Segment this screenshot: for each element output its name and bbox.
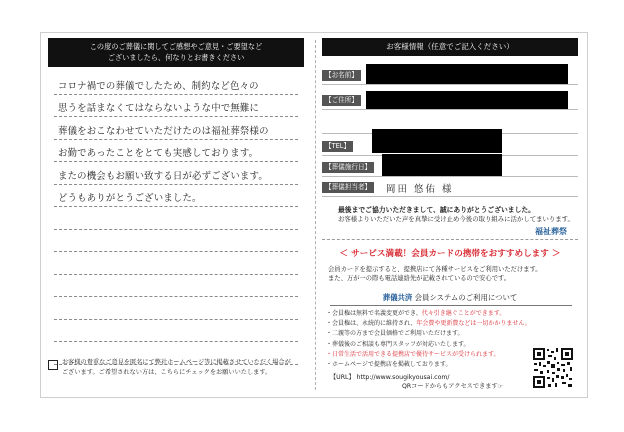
- benefit-text: ・葬儀後のご相談も専門スタッフが対応いたします。: [326, 340, 470, 348]
- benefit-item: [326, 340, 526, 350]
- redaction-bar: [382, 154, 502, 176]
- handwritten-text: 葬儀をおこなわせていただけたのは福祉葬祭様の: [58, 125, 269, 137]
- qr-code-icon[interactable]: [532, 347, 574, 389]
- benefit-text: ・会員権は無料で名義変更ができ、: [326, 310, 422, 317]
- staff-field[interactable]: [322, 180, 578, 197]
- handwritten-text: どうもありがとうございました。: [58, 193, 202, 204]
- comment-lines[interactable]: [54, 72, 298, 365]
- comment-line[interactable]: [54, 117, 298, 140]
- comment-line[interactable]: [54, 185, 298, 208]
- consent-text: [62, 358, 308, 378]
- customer-info-panel: [322, 38, 578, 195]
- comment-line[interactable]: [54, 95, 298, 118]
- system-title: [322, 292, 578, 303]
- thanks-message: [338, 206, 578, 224]
- comment-line[interactable]: [54, 207, 298, 230]
- system-brand: 葬儀共済: [382, 293, 413, 302]
- benefit-text: ・ホームページで提携店を掲載しております。: [326, 361, 452, 369]
- comment-line[interactable]: [54, 252, 298, 275]
- benefit-item: [326, 360, 526, 370]
- handwritten-text: 思うを話まなくてはならないような中で無難に: [58, 103, 260, 114]
- benefit-item: [326, 350, 526, 360]
- benefit-item: [326, 309, 526, 319]
- benefit-highlight: ・日常生活で活用できる提携店で優待サービスが受けられます。: [326, 350, 500, 358]
- benefits-list: [326, 309, 531, 370]
- qr-caption: QRコードからもアクセスできます☞: [402, 383, 504, 390]
- benefit-highlight: 代々引き継ぐことができます。: [421, 310, 506, 317]
- section-divider: [322, 239, 578, 240]
- comments-panel: [48, 38, 304, 390]
- comment-line[interactable]: [54, 275, 298, 298]
- promo-line: また、万が一の際も電話連絡先が記載されているので安心です。: [328, 275, 511, 283]
- customer-info-header: お客様情報（任意でご記入ください）: [322, 38, 578, 56]
- staff-label: 【葬儀担当者】: [322, 182, 374, 193]
- name-field[interactable]: [322, 68, 578, 85]
- comment-line[interactable]: [54, 230, 298, 253]
- comments-header-line: この度のご葬儀に関してご感想やご意見・ご要望など: [89, 42, 263, 51]
- funeral-date-label: 【葬儀施行日】: [322, 162, 374, 173]
- comment-line[interactable]: [54, 162, 298, 185]
- address-field[interactable]: [322, 93, 578, 110]
- comment-line[interactable]: [54, 72, 298, 95]
- handwritten-text: お勤であったことをとても実感しております。: [58, 148, 259, 159]
- company-logo: 福祉葬祭: [535, 226, 567, 236]
- comments-header: [48, 38, 304, 67]
- handwritten-text: コロナ禍での葬儀でしたため、制約など色々の: [58, 80, 259, 92]
- consent-line: ございます。ご希望されない方は、こちらにチェックをお願いいたします。: [62, 369, 272, 376]
- thanks-line: お客様よりいただいた声を真摯に受け止め今後の取り組みに活かしてまいります。: [338, 215, 574, 223]
- comment-line[interactable]: [54, 320, 298, 343]
- consent-line: お客様の貴重なご意見を匿名にて弊社ホームページ等に掲載させていただく場合が: [62, 359, 291, 366]
- tel-label: 【TEL】: [322, 141, 353, 152]
- fold-divider: [315, 40, 317, 390]
- redaction-bar: [366, 91, 568, 109]
- comment-line[interactable]: [54, 140, 298, 163]
- benefit-item: [326, 329, 526, 339]
- benefit-text: ・会員権は、永続的に維持され、: [326, 320, 417, 328]
- comment-line[interactable]: [54, 297, 298, 320]
- system-title-text: 会員システムのご利用について: [412, 293, 518, 302]
- system-rule: [330, 305, 572, 306]
- promo-line: 会員カードを提示すると、提携店にて各種サービスをご利用いただけます。: [328, 266, 542, 273]
- comments-header-line: ございましたら、何なりとお書きください: [107, 52, 245, 62]
- name-label: 【お名前】: [322, 70, 361, 81]
- benefit-text: ・二親等の方まで会員価格でご利用いただけます。: [326, 330, 464, 338]
- promo-title: ＜ サービス満載！会員カードの携帯をおすすめします ＞: [339, 249, 561, 259]
- funeral-date-field[interactable]: [322, 160, 578, 177]
- opt-out-checkbox[interactable]: [48, 360, 58, 370]
- benefit-highlight: 年会費や更新費などは一切かかりません。: [416, 320, 531, 328]
- handwritten-text: またの機会もお願い致する日が必ずございます。: [58, 170, 268, 182]
- promo-text: [328, 265, 542, 284]
- staff-value: 岡田 悠佑 様: [386, 184, 454, 195]
- redaction-bar: [366, 64, 568, 84]
- benefit-item: [326, 319, 531, 329]
- address-label: 【ご住所】: [322, 95, 361, 106]
- thanks-line: 最後までご協力いただきまして、誠にありがとうございました。: [338, 206, 535, 214]
- redaction-bar: [372, 129, 502, 153]
- website-url[interactable]: 【URL】 http://www.sougikyousai.com/: [330, 374, 450, 381]
